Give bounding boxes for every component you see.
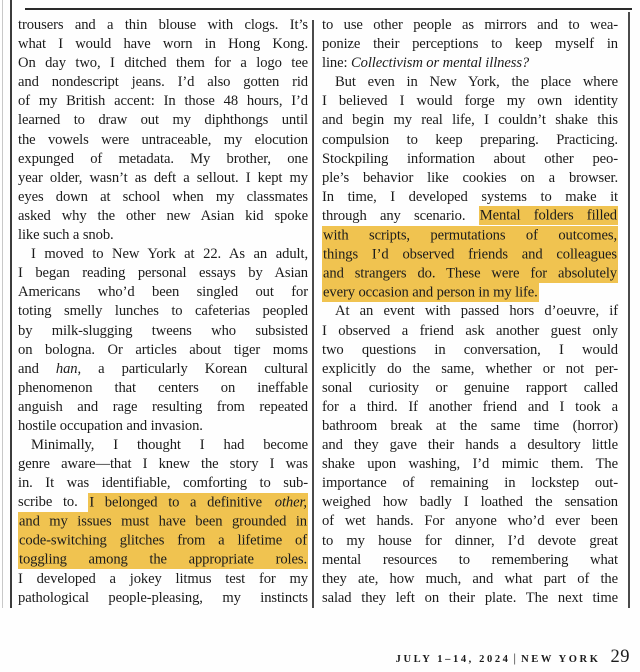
footer-separator: | — [513, 651, 517, 665]
text-line — [322, 207, 618, 226]
text-line — [322, 512, 618, 531]
text-segment: asked why the other new Asian kid spoke — [18, 207, 308, 224]
highlighted-text: Mental folders filled — [479, 207, 618, 224]
text-line — [322, 92, 618, 111]
text-segment: weighed how badly I loathed the sensation — [322, 494, 618, 511]
text-segment: ponize their perceptions to keep myself in — [322, 36, 618, 53]
text-segment: ple’s behavior like cookies on a browser. — [322, 169, 618, 186]
text-line — [322, 302, 618, 321]
text-line — [18, 169, 308, 188]
text-segment: to my house for dinner, I’d devote great — [322, 532, 618, 549]
text-line — [18, 226, 308, 245]
column-divider-rule — [312, 20, 314, 608]
footer-magazine-name: NEW YORK — [521, 654, 601, 665]
text-line — [18, 264, 308, 283]
text-line — [18, 111, 308, 130]
text-segment: mental resources to remembering what — [322, 551, 618, 568]
text-line — [18, 360, 308, 379]
text-segment: for a third. If another friend and I took a — [322, 398, 618, 415]
text-segment: year older, wasn’t as deft a sellout. I kept my — [18, 169, 308, 186]
text-line — [322, 493, 618, 512]
text-segment: eyes down at school when my classmates — [18, 188, 308, 205]
italic-text: Collectivism or mental illness? — [351, 55, 530, 72]
text-segment: to use other people as mirrors and to wea- — [322, 17, 618, 33]
text-line — [18, 341, 308, 360]
highlighted-text: I belonged to a definitive — [89, 494, 273, 511]
text-line — [18, 589, 308, 608]
highlighted-text: every occasion and person in my life. — [323, 284, 538, 301]
text-segment: explicitly do the same, whether or not per- — [322, 360, 618, 377]
text-segment: I believed I would forge my own identity — [322, 93, 618, 110]
text-line — [18, 283, 308, 302]
text-line — [322, 54, 618, 73]
text-line — [322, 188, 618, 207]
text-segment: Americans who’d been singled out for — [18, 284, 308, 301]
text-line — [18, 570, 308, 589]
highlighted-text: and strangers do. These were for absolutely — [323, 265, 617, 282]
text-line — [322, 360, 618, 379]
text-column-right — [322, 16, 618, 608]
text-line — [18, 493, 308, 512]
highlighted-text: toggling among the appropriate roles. — [19, 551, 307, 568]
highlighted-text: and my issues must have been grounded in — [19, 513, 307, 530]
text-line — [18, 54, 308, 73]
text-line — [322, 589, 618, 608]
text-segment: I developed a jokey litmus test for my — [18, 570, 308, 587]
text-segment: toting smelly lunches to cafeterias peopled — [18, 303, 308, 320]
text-line — [322, 169, 618, 188]
text-line — [18, 322, 308, 341]
text-line — [18, 532, 308, 551]
text-segment: hostile occupation and invasion. — [18, 417, 203, 434]
text-line — [322, 322, 618, 341]
text-segment: in. It was identifiable, comforting to sub- — [18, 475, 308, 492]
text-segment: by milk-slugging tweens who subsisted — [18, 322, 308, 339]
text-line — [18, 92, 308, 111]
text-segment: of wet hands. For anyone who’d ever been — [322, 513, 618, 530]
text-line — [322, 455, 618, 474]
right-margin-rule — [628, 12, 630, 608]
text-segment: what I would have worn in Hong Kong. — [18, 36, 308, 53]
text-line — [18, 551, 308, 570]
text-line — [18, 512, 308, 531]
text-line — [18, 398, 308, 417]
highlighted-text: with scripts, permutations of outcomes, — [323, 227, 617, 244]
text-segment: and — [18, 360, 56, 377]
text-segment: of my British accent: In those 48 hours, I’d — [18, 93, 308, 110]
text-line — [322, 398, 618, 417]
text-segment: importance of remaining in lockstep out- — [322, 475, 618, 492]
text-segment: salad they left on their plate. The next time — [322, 589, 618, 606]
text-segment: At an event with passed hors d’oeuvre, if — [335, 303, 618, 320]
text-line — [18, 73, 308, 92]
text-segment: expunged of metadata. My brother, one — [18, 150, 308, 167]
text-segment: I moved to New York at 22. As an adult, — [31, 246, 308, 263]
left-margin-rule — [10, 0, 12, 608]
text-segment: I observed a friend ask another guest only — [322, 322, 618, 339]
text-line — [18, 436, 308, 455]
text-line — [18, 302, 308, 321]
text-line — [18, 16, 308, 35]
footer-page-number: 29 — [610, 647, 630, 667]
text-line — [322, 436, 618, 455]
text-segment: on bologna. Or articles about tiger moms — [18, 341, 308, 358]
text-line — [322, 474, 618, 493]
text-column-left — [18, 16, 308, 608]
text-segment: shake upon washing, I’d mimic them. The — [322, 456, 618, 473]
text-line — [322, 131, 618, 150]
text-line — [18, 455, 308, 474]
text-line — [322, 245, 618, 264]
text-line — [322, 16, 618, 35]
text-line — [322, 283, 618, 302]
footer-issue-date: JULY 1–14, 2024 — [395, 654, 511, 665]
text-segment: and nondescript jeans. I’d also gotten rid — [18, 74, 308, 91]
text-segment: scribe to. — [18, 494, 89, 511]
highlighted-text: things I’d observed friends and colleagues — [323, 246, 617, 263]
text-line — [18, 379, 308, 398]
italic-text: han — [55, 360, 78, 377]
text-segment: On day two, I ditched them for a logo tee — [18, 55, 308, 72]
text-line — [322, 73, 618, 92]
page-edge-rule — [2, 0, 3, 608]
text-line — [18, 35, 308, 54]
text-line — [322, 341, 618, 360]
text-line — [322, 551, 618, 570]
text-segment: pathological people-pleasing, my instincts — [18, 589, 308, 606]
text-line — [18, 150, 308, 169]
text-line — [18, 131, 308, 150]
text-segment: Stockpiling information about other peo- — [322, 150, 618, 167]
text-segment: line: — [322, 55, 351, 72]
text-segment: and they gave their hands a desultory little — [322, 437, 618, 454]
text-segment: sonal curiosity or genuine rapport called — [322, 379, 618, 396]
page-footer — [396, 647, 630, 668]
text-segment: , a particularly Korean cultural — [77, 360, 308, 377]
text-line — [18, 207, 308, 226]
text-line — [322, 417, 618, 436]
text-line — [322, 379, 618, 398]
text-line — [322, 150, 618, 169]
text-segment: anguish and rage resulting from repeated — [18, 398, 308, 415]
text-line — [322, 35, 618, 54]
text-line — [322, 532, 618, 551]
text-segment: genre aware—that I knew the story I was — [18, 456, 308, 473]
highlighted-text: code-switching glitches from a lifetime of — [19, 532, 307, 549]
highlighted-text: other, — [274, 494, 307, 511]
text-line — [18, 188, 308, 207]
text-segment: through any scenario. — [322, 207, 479, 224]
text-segment: Minimally, I thought I had become — [31, 437, 308, 454]
text-line — [322, 264, 618, 283]
text-segment: phenomenon that centers on ineffable — [18, 379, 308, 396]
text-line — [18, 474, 308, 493]
top-rule — [25, 8, 632, 10]
text-segment: the vowels were untraceable, my elocution — [18, 131, 308, 148]
text-segment: bathroom break at the same time (horror) — [322, 417, 618, 434]
text-segment: learned to draw out my diphthongs until — [18, 112, 308, 129]
text-segment: like such a snob. — [18, 227, 114, 244]
text-segment: two questions in conversation, I would — [322, 341, 618, 358]
text-segment: they ate, how much, and what part of the — [322, 570, 618, 587]
text-segment: trousers and a thin blouse with clogs. It’s — [18, 17, 308, 33]
text-line — [322, 111, 618, 130]
text-line — [18, 417, 308, 436]
text-segment: In time, I developed systems to make it — [322, 188, 618, 205]
text-line — [322, 570, 618, 589]
text-segment: But even in New York, the place where — [335, 74, 618, 91]
text-segment: compulsion to keep preparing. Practicing. — [322, 131, 618, 148]
text-line — [18, 245, 308, 264]
text-line — [322, 226, 618, 245]
text-segment: I began reading personal essays by Asian — [18, 265, 308, 282]
text-segment: and begin my real life, I couldn’t shake this — [322, 112, 618, 129]
